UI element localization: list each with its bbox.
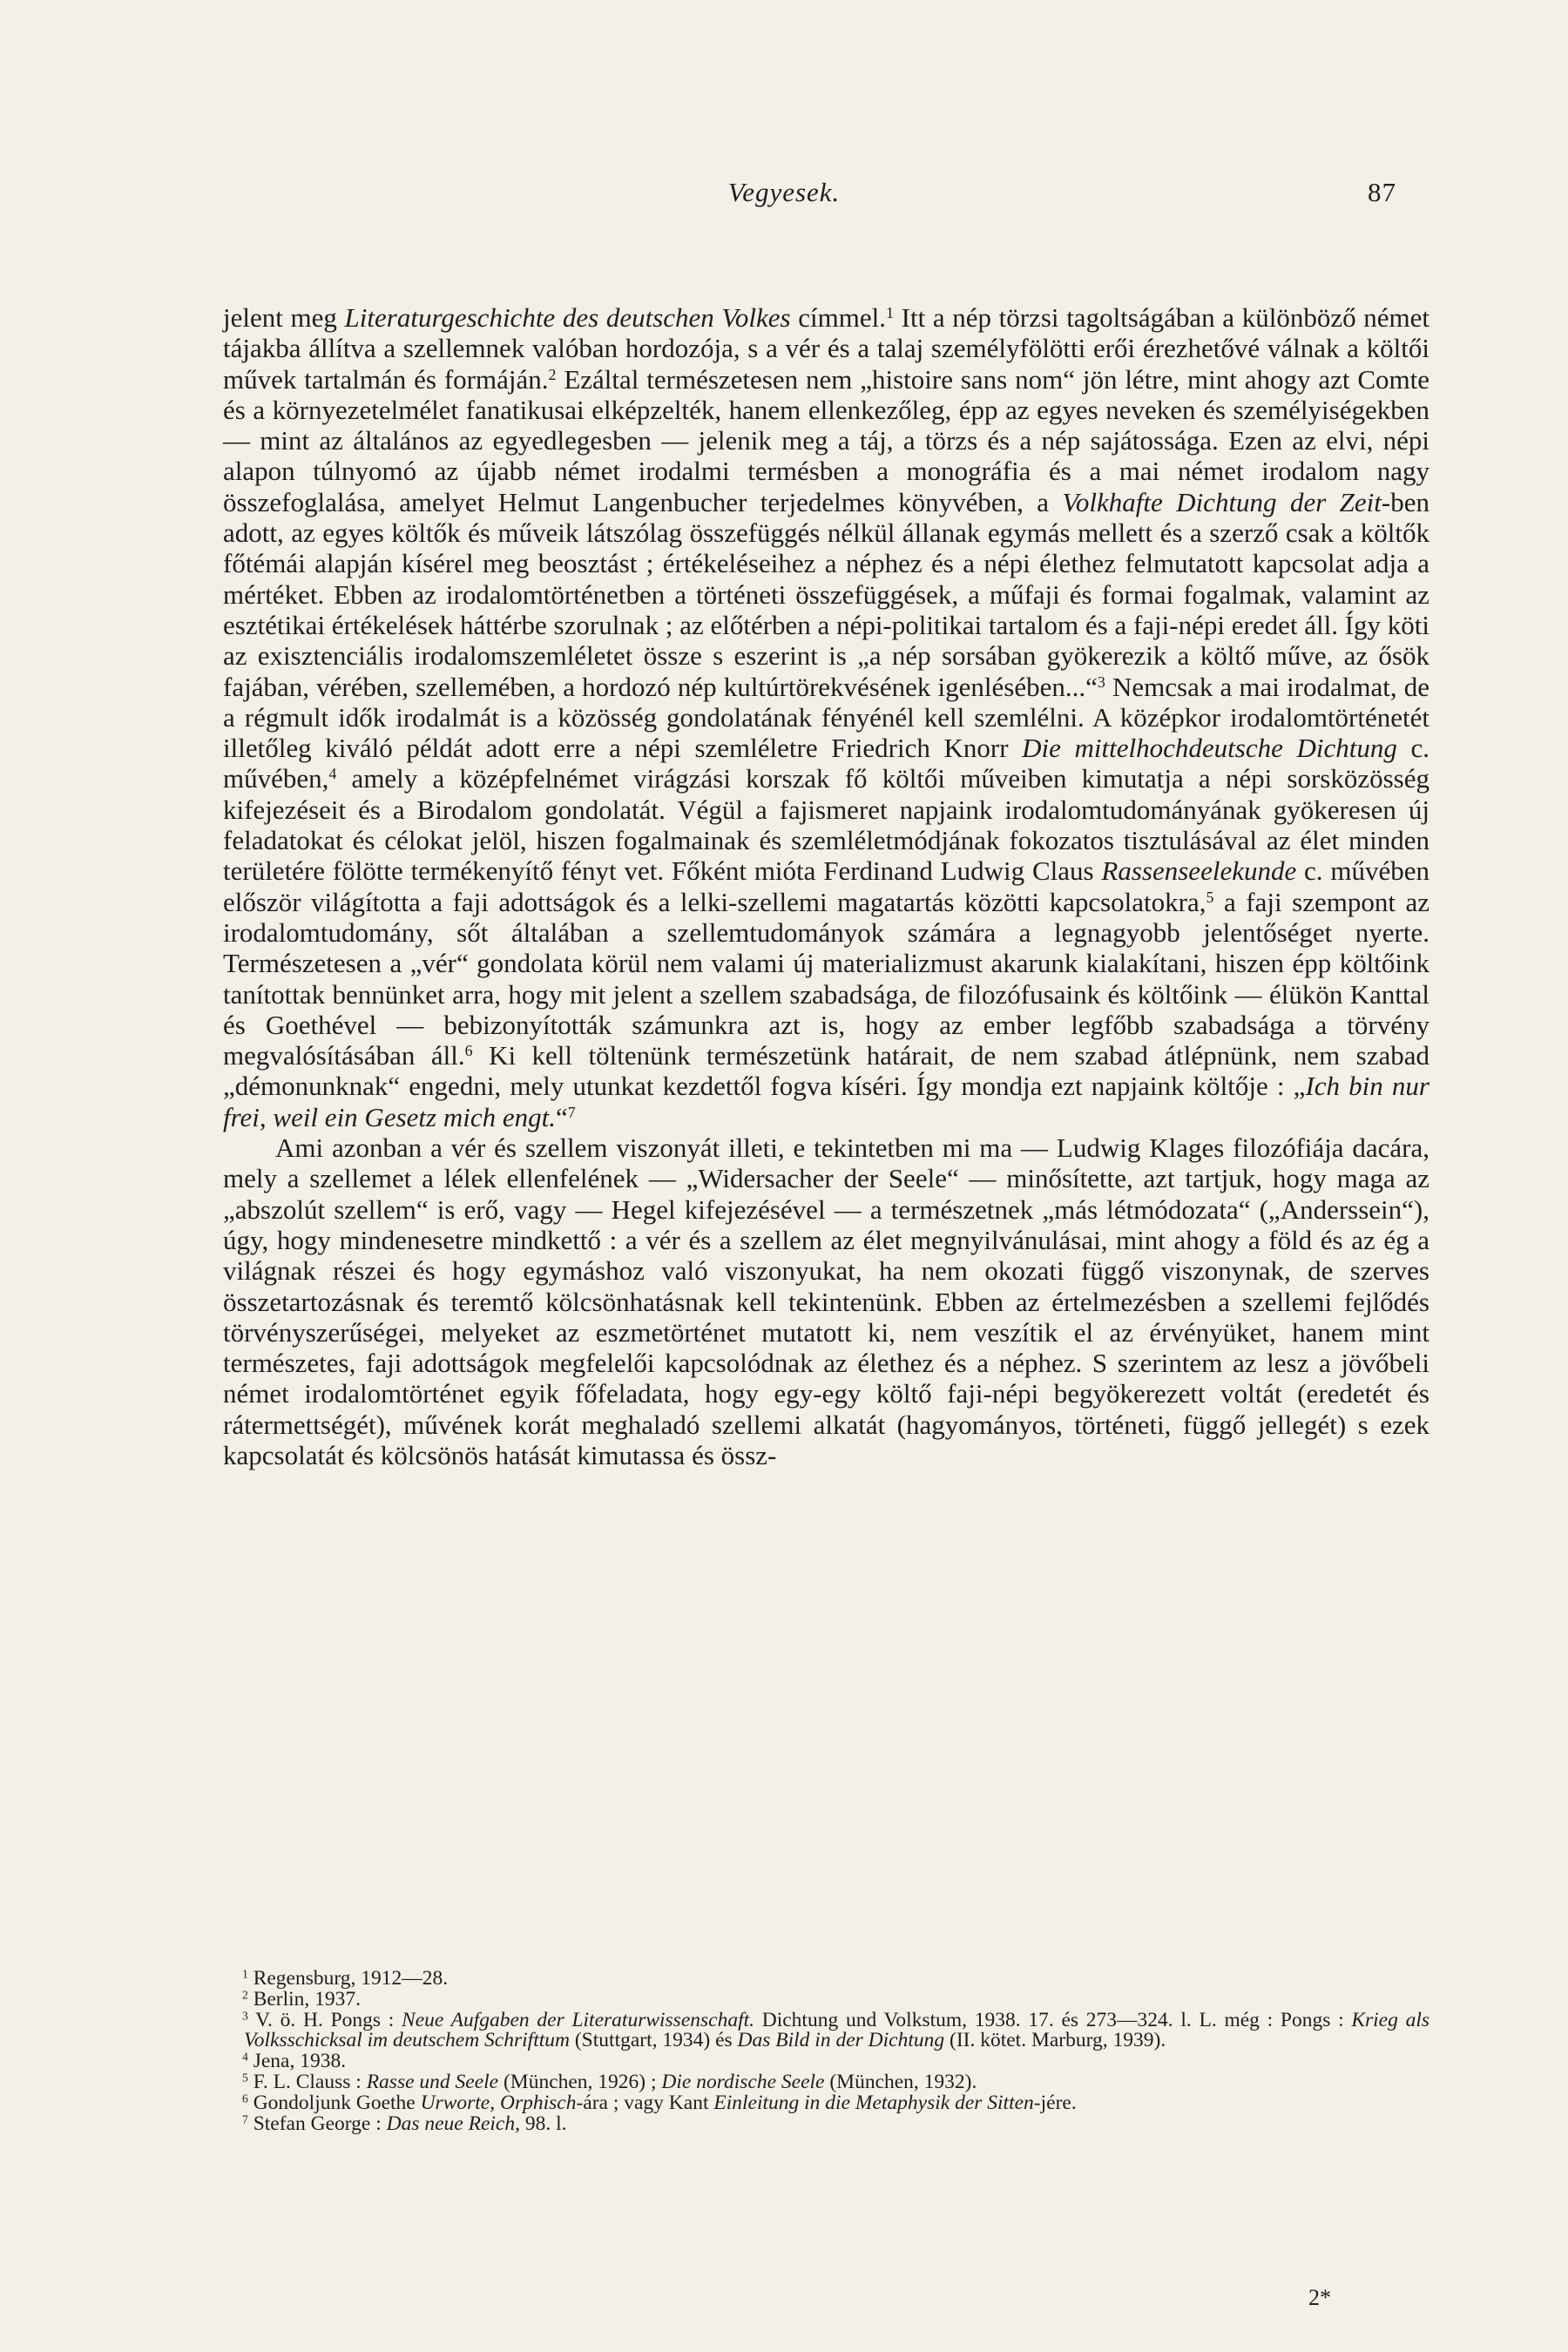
text-run: Regensburg, 1912—28. bbox=[247, 1967, 449, 1990]
text-run: 98. l. bbox=[519, 2112, 567, 2135]
footnote-marker: 7 bbox=[567, 1103, 576, 1121]
text-run: jelent meg bbox=[223, 302, 345, 333]
page-number: 87 bbox=[1368, 177, 1396, 207]
text-run: Itt a nép törzsi tagoltságában a különböző német tájakba állítva a szellemnek valóban hordozója, s a vér és a talaj személyfölötti erői érezhetővé válnak a költői művek tartalmán és formáján. bbox=[223, 302, 1429, 395]
text-run: (II. kötet. Marburg, 1939). bbox=[944, 2029, 1166, 2052]
text-run: Stefan George : bbox=[247, 2112, 387, 2135]
footnote-marker: 5 bbox=[1206, 888, 1214, 906]
text-run: Ami azonban a vér és szellem viszonyát illeti, e tekintetben mi ma — Ludwig Klages filozófiája dacára, mely a szellemet a lélek ellenfelének — „Widersacher der Seele“ — minősítette, azt tartjuk, hogy maga az „abszolút szellem“ is erő, vagy — Hegel kifejezésével — a természetnek „más létmódozata“ („Anderssein“), úgy, hogy mindenesetre mindkettő : a vér és a szellem az élet megnyilvánulásai, mint ahogy a föld és az ég a világnak részei és hogy egymáshoz való viszonyukat, ha nem okozati függő viszonynak, de szerves összetartozásnak és teremtő kölcsönhatásnak kell tekintenünk. Ebben az értelmezésben a szellemi fejlődés törvényszerűségei, melyeket az eszmetörténet mutatott ki, nem veszítik el az érvényüket, hanem mint természetes, faji adottságok megfelelői kapcsolódnak az élethez és a néphez. S szerintem az lesz a jövőbeli német irodalomtörténet egyik főfeladata, hogy egy-egy költő faji-népi begyökerezett voltát (eredetét és rátermettségét), művének korát meghaladó szellemi alkatát (hagyományos, történeti, függő jellegét) s ezek kapcsolatát és kölcsönös hatását kimutassa és össz- bbox=[223, 1132, 1429, 1470]
text-run: Ezáltal természetesen nem „histoire sans nom“ jön létre, mint ahogy azt Comte és a környezetelmélet fanatikusai elképzelték, hanem ellenkezőleg, épp az egyes neveken és személyiségekben — mint az általános az egyedlegesben — jelenik meg a táj, a törzs és a nép sajátossága. Ezen az elvi, népi alapon túlnyomó az újabb német irodalmi termésben a monográfia és a mai német irodalom nagy összefoglalása, amelyet Helmut Langenbucher terjedelmes könyvében, a bbox=[223, 363, 1430, 517]
italic-title: Rasse und Seele bbox=[366, 2070, 499, 2093]
footnote bbox=[223, 2093, 1429, 2114]
footnote-marker: 1 bbox=[242, 1967, 248, 1981]
text-run: Nemcsak a mai irodalmat, de a régmult idők irodalmát is a közösség gondolatának fényénél kell szemlélni. A középkor irodalomtörténetét illetőleg kiváló példát adott erre a népi szemléletre Friedrich Knorr bbox=[223, 671, 1429, 764]
footnote-marker: 4 bbox=[328, 765, 337, 783]
italic-title: Das neue Reich, bbox=[386, 2112, 520, 2135]
footnote-marker: 4 bbox=[242, 2050, 248, 2064]
italic-title: Das Bild in der Dichtung bbox=[737, 2029, 945, 2052]
italic-title: Rassenseelekunde bbox=[1101, 855, 1297, 887]
text-run: címmel. bbox=[790, 302, 886, 333]
footnote-marker: 3 bbox=[1097, 672, 1105, 691]
paragraph bbox=[223, 302, 1429, 1132]
text-run: -ára ; vagy Kant bbox=[576, 2091, 714, 2114]
text-run: amely a középfelnémet virágzási korszak fő költői műveiben kimutatja a népi sorsközösség kifejezéseit és a Birodalom gondolatát. Végül a fajismeret napjaink irodalomtudományának gyökeresen új feladatokat és célokat jelöl, hiszen fogalmainak és szemléletmódjának fokozatos tisztulásával az élet minden területére fölötte termékenyítő fényt vet. Főként mióta Ferdinand Ludwig Claus bbox=[223, 763, 1429, 887]
footnote-marker: 6 bbox=[464, 1042, 473, 1060]
footnote-marker: 2 bbox=[242, 1988, 248, 2002]
running-head bbox=[0, 177, 1568, 212]
footnote bbox=[223, 1969, 1429, 1990]
text-run: -jére. bbox=[1033, 2091, 1077, 2114]
footnote-marker: 5 bbox=[242, 2071, 248, 2085]
footnote-marker: 7 bbox=[242, 2112, 248, 2126]
main-text bbox=[223, 302, 1429, 1470]
footnote-marker: 1 bbox=[886, 304, 894, 322]
paragraph bbox=[223, 1132, 1429, 1470]
text-run: Gondoljunk Goethe bbox=[247, 2091, 421, 2114]
text-run: -ben adott, az egyes költők és műveik látszólag összefüggés nélkül állanak egymás mellett és a szerző csak a költők főtémái alapján kísérel meg beosztást ; értékeléseihez a néphez és a népi élethez felmutatott kapcsolat adja a mértéket. Ebben az irodalomtörténetben a történeti összefüggések, a műfaji és formai fogalmak, valamint az esztétikai értékelések háttérbe szorulnak ; az előtérben a népi-politikai tartalom és a faji-népi eredet áll. Így köti az exisztenciális irodalomszemléletet össze s eszerint is „a nép sorsában gyökerezik a költő műve, az ősök fajában, vérében, szellemében, a hordozó nép kultúrtörekvésének igenlésében...“ bbox=[223, 486, 1430, 702]
italic-title: Die mittelhochdeutsche Dichtung bbox=[1022, 733, 1397, 764]
footnote bbox=[223, 2114, 1429, 2135]
text-run: Dichtung und Volkstum, 1938. 17. és 273—324. l. L. még : Pongs : bbox=[754, 2008, 1352, 2031]
text-run: “ bbox=[555, 1101, 568, 1132]
italic-title: Einleitung in die Metaphysik der Sitten bbox=[713, 2091, 1034, 2114]
footnote bbox=[223, 2008, 1430, 2052]
text-run: (Stuttgart, 1934) és bbox=[569, 2029, 738, 2052]
footnote bbox=[223, 1987, 1429, 2011]
footnotes bbox=[223, 1969, 1429, 2134]
running-head-title: Vegyesek. bbox=[727, 177, 841, 207]
text-run: V. ö. H. Pongs : bbox=[247, 2008, 402, 2031]
italic-title: Volkhafte Dichtung der Zeit bbox=[1062, 486, 1382, 517]
italic-title: Die nordische Seele bbox=[661, 2070, 825, 2093]
italic-title: Literaturgeschichte des deutschen Volkes bbox=[344, 302, 791, 333]
text-run: (München, 1932). bbox=[824, 2070, 977, 2093]
footnote-marker: 2 bbox=[548, 365, 557, 383]
italic-title: Krieg als Volksschicksal im deutschem Schrifttum bbox=[244, 2008, 1430, 2052]
footnote-marker: 6 bbox=[242, 2092, 248, 2105]
text-run: Ki kell töltenünk természetünk határait, de nem szabad átlépnünk, nem szabad „démonunknak“ engedni, mely utunkat kezdettől fogva kíséri. Így mondja ezt napjaink költője : „ bbox=[223, 1040, 1429, 1102]
text-run: F. L. Clauss : bbox=[247, 2070, 367, 2093]
signature-mark: 2* bbox=[1308, 2285, 1331, 2310]
footnote-marker: 3 bbox=[242, 2009, 248, 2023]
text-run: (München, 1926) ; bbox=[498, 2070, 662, 2093]
text-run: a faji szempont az irodalomtudomány, sőt általában a szellemtudományok számára a legnagyobb jelentőséget nyerte. Természetesen a „vér“ gondolata körül nem valami új materializmust akarunk kialakítani, hiszen épp költőink tanítottak bennünket arra, hogy mit jelent a szellem szabadsága, de filozófusaink és költőink — élükön Kanttal és Goethével — bebizonyították számunkra azt is, hogy az ember legfőbb szabadsága a törvény megvalósításában áll. bbox=[223, 886, 1429, 1071]
footnote bbox=[223, 2072, 1429, 2093]
italic-title: Neue Aufgaben der Literaturwissenschaft. bbox=[402, 2008, 755, 2031]
footnote bbox=[223, 2051, 1429, 2072]
italic-title: Ich bin nur frei, weil ein Gesetz mich engt. bbox=[223, 1071, 1429, 1132]
text-run: Berlin, 1937. bbox=[247, 1987, 362, 2011]
text-run: Jena, 1938. bbox=[247, 2050, 347, 2073]
text-run: c. művében először világította a faji adottságok és a lelki-szellemi magatartás közötti kapcsolatokra, bbox=[223, 855, 1429, 917]
italic-title: Urworte, Orphisch bbox=[420, 2091, 577, 2114]
text-run: c. művében, bbox=[223, 733, 1429, 794]
